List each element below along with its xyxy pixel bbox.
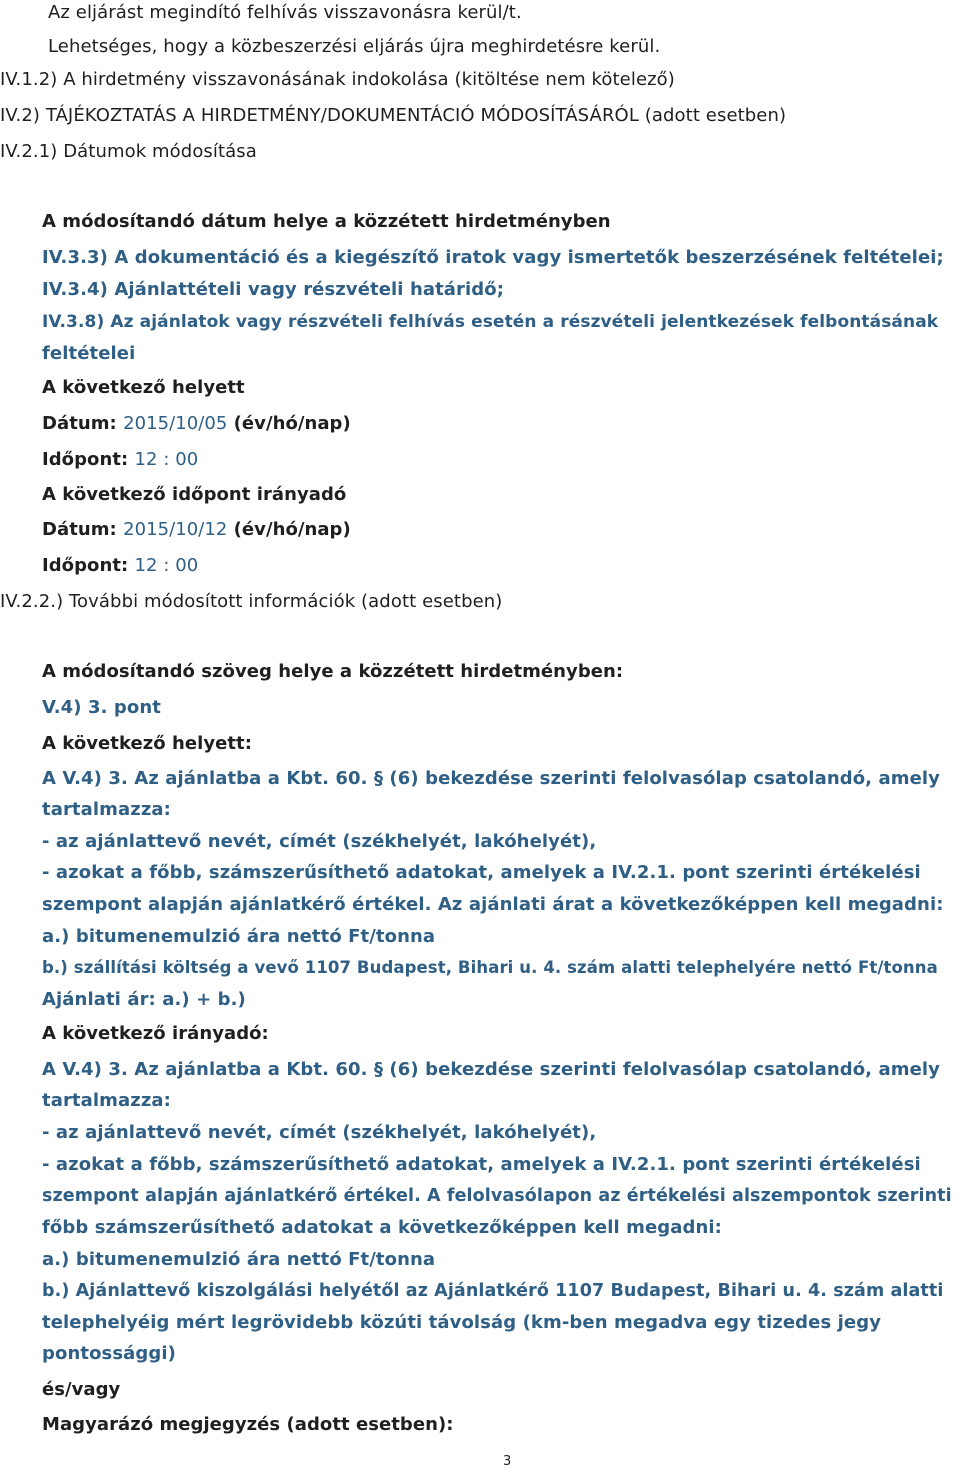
new-text-line-6: főbb számszerűsíthető adatokat a következőképpen kell megadni: <box>42 1217 722 1238</box>
new-date-unit: (év/hó/nap) <box>227 519 351 540</box>
section-iv-2-heading: IV.2) TÁJÉKOZTATÁS A HIRDETMÉNY/DOKUMENTÁCIÓ MÓDOSÍTÁSÁRÓL (adott esetben) <box>0 105 787 126</box>
applicable-time-label: A következő időpont irányadó <box>42 484 347 505</box>
old-text-line-7: b.) szállítási költség a vevő 1107 Budapest, Bihari u. 4. szám alatti telephelyére nettó Ft/tonna <box>42 958 938 977</box>
new-text-line-9: telephelyéig mért legrövidebb közúti távolság (km-ben megadva egy tizedes jegy <box>42 1312 882 1333</box>
old-date-label: Dátum: <box>42 413 124 434</box>
new-text-line-10: pontossággi) <box>42 1343 176 1364</box>
point-reference: V.4) 3. pont <box>42 697 161 718</box>
old-date-unit: (év/hó/nap) <box>227 413 351 434</box>
new-time-label: Időpont: <box>42 555 135 576</box>
old-text-line-6: a.) bitumenemulzió ára nettó Ft/tonna <box>42 926 436 947</box>
new-date-line <box>42 518 351 542</box>
section-iv-1-2-heading: IV.1.2) A hirdetmény visszavonásának indokolása (kitöltése nem kötelező) <box>0 69 675 90</box>
applicable-label: A következő irányadó: <box>42 1023 269 1044</box>
section-iv-3-4-text: IV.3.4) Ajánlattételi vagy részvételi határidő; <box>42 279 505 300</box>
old-time-line <box>42 448 198 472</box>
explanatory-note-label: Magyarázó megjegyzés (adott esetben): <box>42 1414 454 1435</box>
new-text-line-3: - az ajánlattevő nevét, címét (székhelyét, lakóhelyét), <box>42 1122 597 1143</box>
section-iv-2-1-heading: IV.2.1) Dátumok módosítása <box>0 141 257 162</box>
new-date-label: Dátum: <box>42 519 124 540</box>
new-text-line-2: tartalmazza: <box>42 1090 171 1111</box>
new-text-line-1: A V.4) 3. Az ajánlatba a Kbt. 60. § (6) bekezdése szerinti felolvasólap csatolandó, amely <box>42 1059 941 1080</box>
old-text-line-3: - az ajánlattevő nevét, címét (székhelyét, lakóhelyét), <box>42 831 597 852</box>
new-time-value: 12 : 00 <box>134 555 199 576</box>
new-text-line-4: - azokat a főbb, számszerűsíthető adatokat, amelyek a IV.2.1. pont szerinti értékelési <box>42 1154 921 1175</box>
section-iv-3-8-text-cont: feltételei <box>42 343 136 364</box>
date-location-label: A módosítandó dátum helye a közzétett hirdetményben <box>42 211 611 232</box>
new-time-line <box>42 554 198 578</box>
page-number: 3 <box>503 1454 512 1469</box>
withdrawal-notice-text: Az eljárást megindító felhívás visszavonásra kerül/t. <box>48 2 522 23</box>
old-date-line <box>42 412 351 436</box>
old-text-line-4: - azokat a főbb, számszerűsíthető adatokat, amelyek a IV.2.1. pont szerinti értékelési <box>42 862 921 883</box>
new-text-line-8: b.) Ajánlattevő kiszolgálási helyétől az Ajánlatkérő 1107 Budapest, Bihari u. 4. szám alatti <box>42 1281 944 1301</box>
old-text-line-2: tartalmazza: <box>42 799 171 820</box>
old-text-line-1: A V.4) 3. Az ajánlatba a Kbt. 60. § (6) bekezdése szerinti felolvasólap csatolandó, amely <box>42 768 941 789</box>
and-or-label: és/vagy <box>42 1379 121 1400</box>
readvertise-text: Lehetséges, hogy a közbeszerzési eljárás újra meghirdetésre kerül. <box>48 36 661 57</box>
old-text-line-5: szempont alapján ajánlatkérő értékel. Az ajánlati árat a következőképpen kell megadni: <box>42 894 944 915</box>
text-location-label: A módosítandó szöveg helye a közzétett hirdetményben: <box>42 661 624 682</box>
old-date-value: 2015/10/05 <box>123 413 228 434</box>
old-text-line-8: Ajánlati ár: a.) + b.) <box>42 989 246 1010</box>
section-iv-3-8-text: IV.3.8) Az ajánlatok vagy részvételi felhívás esetén a részvételi jelentkezések felbontásának <box>42 312 939 332</box>
section-iv-2-2-heading: IV.2.2.) További módosított információk (adott esetben) <box>0 591 503 612</box>
old-time-label: Időpont: <box>42 449 135 470</box>
new-text-line-7: a.) bitumenemulzió ára nettó Ft/tonna <box>42 1249 436 1270</box>
new-date-value: 2015/10/12 <box>123 519 228 540</box>
new-text-line-5: szempont alapján ajánlatkérő értékel. A felolvasólapon az értékelési alszempontok szerinti <box>42 1186 952 1206</box>
instead-of-label: A következő helyett <box>42 377 245 398</box>
old-time-value: 12 : 00 <box>134 449 199 470</box>
instead-of-label-2: A következő helyett: <box>42 733 252 754</box>
section-iv-3-3-text: IV.3.3) A dokumentáció és a kiegészítő iratok vagy ismertetők beszerzésének feltételei; <box>42 247 944 268</box>
